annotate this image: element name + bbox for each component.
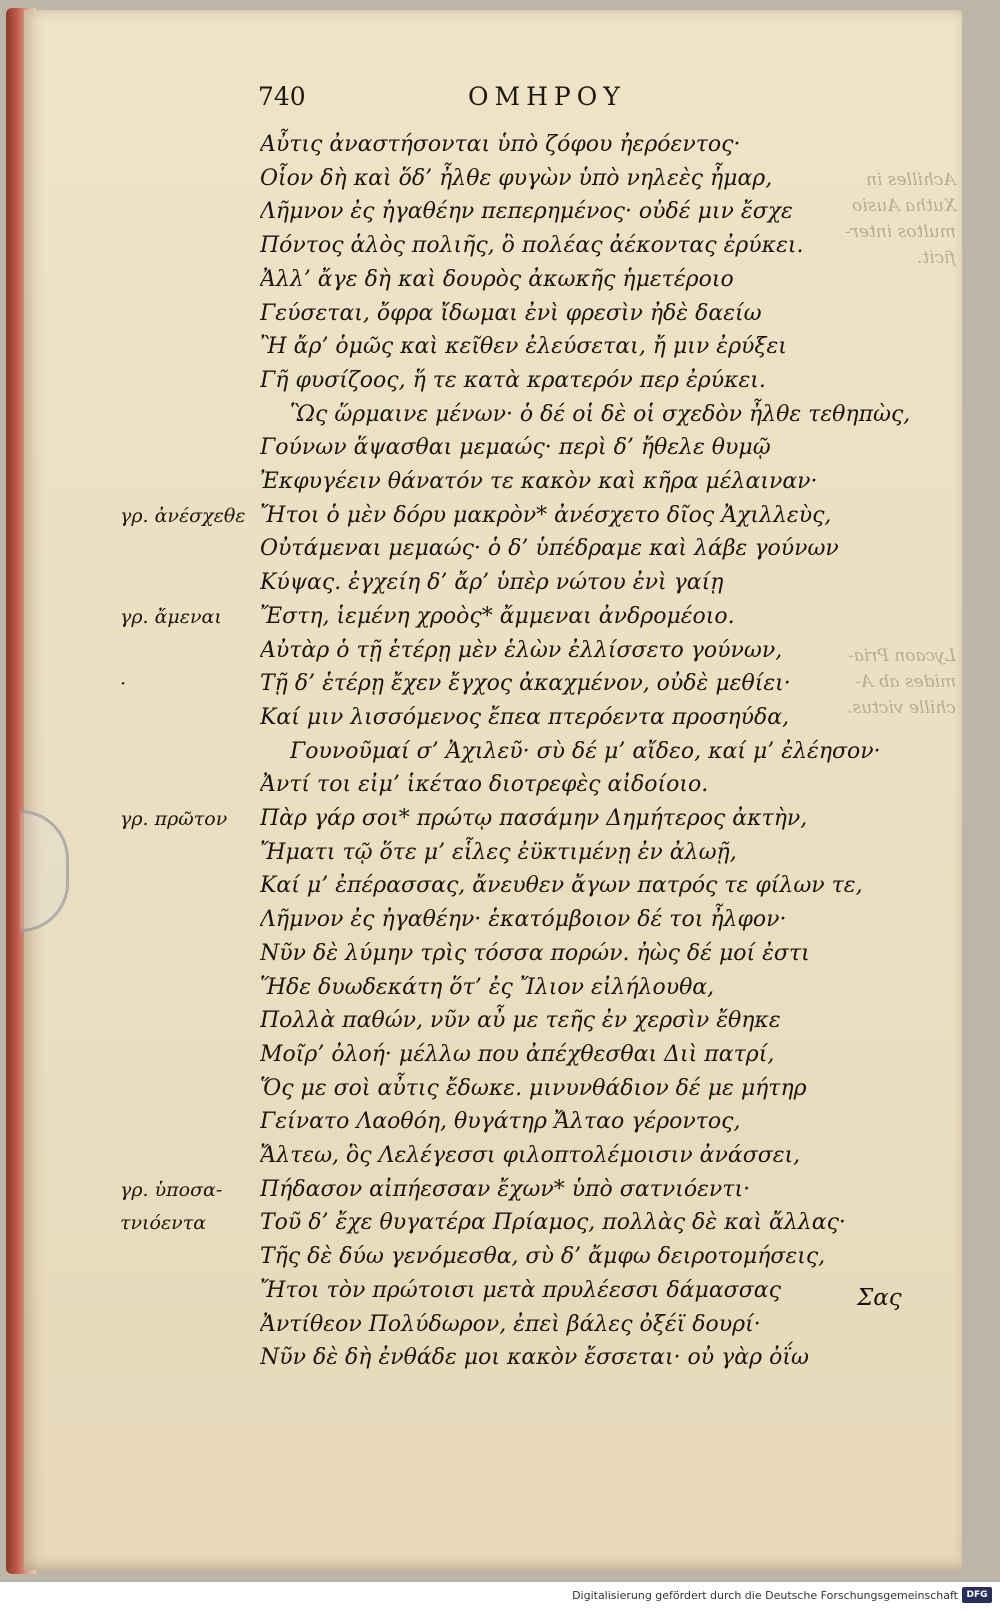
verse-line: Πήδασον αἰπήεσσαν ἔχων* ὑπὸ σατνιόεντι· <box>260 1176 751 1202</box>
verse-line: Ἤματι τῷ ὅτε μ’ εἷλες ἐϋκτιμένῃ ἐν ἀλωῇ, <box>260 839 737 865</box>
margin-note: γρ. πρῶτον <box>120 808 228 830</box>
verse-line: Καί μιν λισσόμενος ἔπεα πτερόεντα προσηύδα, <box>260 704 790 730</box>
digitization-footer <box>0 1582 1000 1610</box>
verse-line: Ἤτοι τὸν πρώτοισι μετὰ πρυλέεσσι δάμασσας <box>260 1277 781 1303</box>
margin-note: · <box>120 673 127 696</box>
verse-line: Πόντος ἁλὸς πολιῆς, ὃ πολέας ἀέκοντας ἐρύκει. <box>260 233 804 259</box>
verse-line: Ἢ ἄρ’ ὁμῶς καὶ κεῖθεν ἐλεύσεται, ἤ μιν ἐρύξει <box>260 334 787 360</box>
page-number: 740 <box>258 82 306 111</box>
verse-line: Ἀντίθεον Πολύδωρον, ἐπεὶ βάλες ὀξέϊ δουρί· <box>260 1311 761 1337</box>
verse-line: Τοῦ δ’ ἔχε θυγατέρα Πρίαμος, πολλὰς δὲ καὶ ἄλλας· <box>260 1210 846 1236</box>
verse-line: Τῆς δὲ δύω γενόμεσθα, σὺ δ’ ἄμφω δειροτομήσεις, <box>260 1244 826 1270</box>
verse-line: Οἷον δὴ καὶ ὅδ’ ἦλθε φυγὼν ὑπὸ νηλεὲς ἦμαρ, <box>260 165 773 191</box>
verse-line: Ἔστη, ἱεμένη χροὸς* ἄμμεναι ἀνδρομέοιο. <box>260 603 735 629</box>
verse-line: Γούνων ἅψασθαι μεμαώς· περὶ δ’ ἤθελε θυμῷ <box>260 435 771 461</box>
page-clip <box>20 810 69 932</box>
running-title: ΟΜΗΡΟΥ <box>468 82 626 111</box>
verse-line: Πολλὰ παθών, νῦν αὖ με τεῆς ἐν χερσὶν ἔθηκε <box>260 1008 781 1034</box>
verse-line: Πὰρ γάρ σοι* πρώτῳ πασάμην Δημήτερος ἀκτὴν, <box>260 806 808 831</box>
verse-line: Ὣς ὥρμαινε μένων· ὁ δέ οἱ δὲ οἱ σχεδὸν ἦλθε τεθηπὼς, <box>290 401 911 427</box>
verse-line: Ἤτοι ὁ μὲν δόρυ μακρὸν* ἀνέσχετο δῖος Ἀχιλλεὺς, <box>260 502 832 528</box>
margin-note: γρ. ἀνέσχεθε <box>120 504 246 527</box>
book-page <box>24 10 962 1570</box>
dfg-logo-icon: DFG <box>962 1587 992 1603</box>
verse-line: Ἀλλ’ ἄγε δὴ καὶ δουρὸς ἀκωκῆς ἡμετέροιο <box>260 266 734 292</box>
verse-line: Ἥδε δυωδεκάτη ὅτ’ ἐς Ἴλιον εἰλήλουθα, <box>260 974 715 1000</box>
verse-line: Γῆ φυσίζοος, ἥ τε κατὰ κρατερόν περ ἐρύκει. <box>260 367 766 393</box>
verse-line: Οὐτάμεναι μεμαώς· ὁ δ’ ὑπέδραμε καὶ λάβε γούνων <box>260 536 839 562</box>
verse-line: Γουνοῦμαί σ’ Ἀχιλεῦ· σὺ δέ μ’ αἴδεο, καί μ’ ἐλέησον· <box>290 738 881 764</box>
margin-note: γρ. ἄμεναι <box>120 605 222 628</box>
verse-line: Ἐκφυγέειν θάνατόν τε κακὸν καὶ κῆρα μέλαιναν· <box>260 469 818 494</box>
verse-line: Κύψας. ἐγχείη δ’ ἄρ’ ὑπὲρ νώτου ἐνὶ γαίῃ <box>260 570 724 596</box>
verse-line: Ὅς με σοὶ αὖτις ἔδωκε. μινυνθάδιον δέ με μήτηρ <box>260 1075 807 1101</box>
bleed-through-line: Lycaon Pria- <box>848 646 956 666</box>
verse-line: Τῇ δ’ ἑτέρῃ ἔχεν ἔγχος ἀκαχμένον, οὐδὲ μεθίει· <box>260 671 791 697</box>
verse-line: Αὖτις ἀναστήσονται ὑπὸ ζόφου ἠερόεντος· <box>260 132 741 157</box>
verse-line: Γεύσεται, ὄφρα ἴδωμαι ἐνὶ φρεσὶν ἠδὲ δαείω <box>260 300 762 326</box>
verse-line: Λῆμνον ἐς ἠγαθέην πεπερημένος· οὐδέ μιν ἔσχε <box>260 199 793 225</box>
bleed-through-line: chille victus. <box>847 698 956 718</box>
margin-note: τνιόεντα <box>120 1212 207 1235</box>
verse-line: Λῆμνον ἐς ἠγαθέην· ἑκατόμβοιον δέ τοι ἦλφον· <box>260 907 787 933</box>
verse-line: Ἀντί τοι εἰμ’ ἱκέταο διοτρεφὲς αἰδοίοιο. <box>260 772 709 798</box>
verse-line: Νῦν δὲ λύμην τρὶς τόσσα πορών. ἠὼς δέ μοί ἐστι <box>260 940 810 966</box>
verse-line: Νῦν δὲ δὴ ἐνθάδε μοι κακὸν ἔσσεται· οὐ γὰρ ὀΐω <box>260 1345 809 1371</box>
margin-note: γρ. ὑποσα- <box>120 1178 223 1201</box>
verse-line: Ἄλτεω, ὃς Λελέγεσσι φιλοπτολέμοισιν ἀνάσσει, <box>260 1143 801 1168</box>
bleed-through-line: multos inter- <box>845 222 956 242</box>
footer-credit: Digitalisierung gefördert durch die Deutsche Forschungsgemeinschaft <box>572 1589 958 1602</box>
bleed-through-line: mides ab A- <box>854 672 956 692</box>
bleed-through-line: Achilles in <box>866 170 956 190</box>
verse-line: Καί μ’ ἐπέρασσας, ἄνευθεν ἄγων πατρός τε φίλων τε, <box>260 873 863 899</box>
catchword: Σας <box>857 1285 902 1311</box>
verse-line: Γείνατο Λαοθόη, θυγάτηρ Ἄλταο γέροντος, <box>260 1109 741 1135</box>
bleed-through-line: ficit. <box>917 248 956 268</box>
bleed-through-line: Xutha Ausio <box>852 196 956 216</box>
verse-line: Αὐτὰρ ὁ τῇ ἑτέρῃ μὲν ἑλὼν ἐλλίσσετο γούνων, <box>260 637 783 663</box>
verse-line: Μοῖρ’ ὀλοή· μέλλω που ἀπέχθεσθαι Διὶ πατρί, <box>260 1041 775 1067</box>
